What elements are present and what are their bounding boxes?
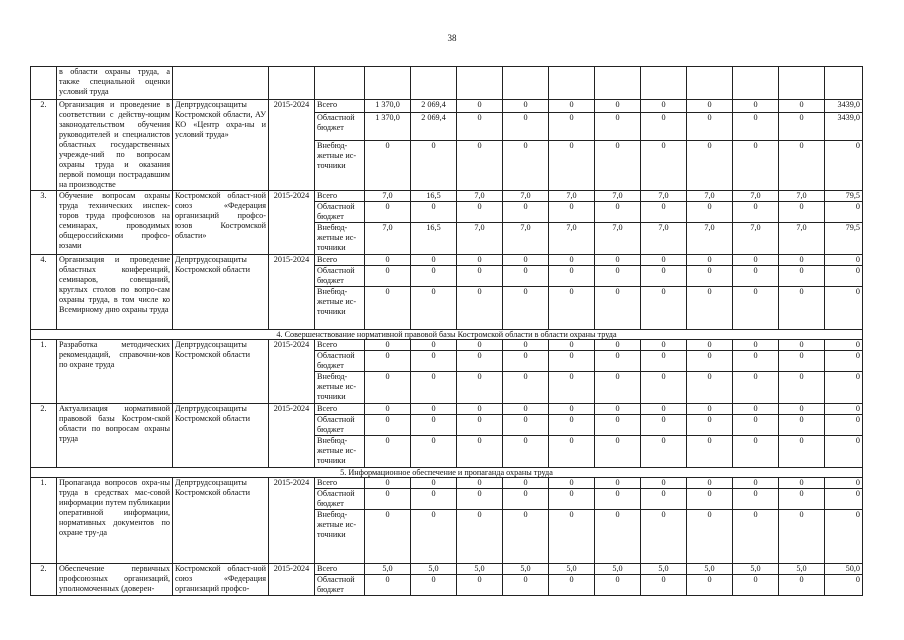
value-cell: 0: [687, 100, 733, 113]
value-cell: 3439,0: [825, 113, 863, 141]
value-cell: 0: [595, 510, 641, 564]
value-cell: 0: [779, 351, 825, 372]
value-cell: 0: [549, 510, 595, 564]
value-cell: 0: [641, 436, 687, 468]
value-cell: 0: [641, 202, 687, 223]
value-cell: 0: [457, 436, 503, 468]
value-cell: 0: [733, 202, 779, 223]
value-cell: 0: [457, 478, 503, 489]
value-cell: 0: [733, 100, 779, 113]
value-cell: 0: [411, 287, 457, 330]
row-number-cell: 2.: [31, 100, 57, 191]
value-cell: 0: [641, 510, 687, 564]
value-cell: [687, 67, 733, 100]
source-cell: Внебюд-жетные ис-точники: [315, 436, 365, 468]
period-cell: 2015-2024: [269, 340, 315, 404]
value-cell: 0: [641, 351, 687, 372]
value-cell: 0: [595, 340, 641, 351]
value-cell: 0: [549, 404, 595, 415]
program-table: [30, 66, 863, 596]
value-cell: [733, 67, 779, 100]
executor-cell: Депртрудсоцзащиты Костромской области, АУ КО «Центр охра-ны и условий труда»: [173, 100, 269, 191]
value-cell: 0: [411, 436, 457, 468]
value-cell: [457, 67, 503, 100]
value-cell: 0: [503, 510, 549, 564]
value-cell: 0: [457, 351, 503, 372]
value-cell: 7,0: [733, 191, 779, 202]
value-cell: 0: [549, 372, 595, 404]
value-cell: 0: [595, 372, 641, 404]
value-cell: 0: [687, 351, 733, 372]
value-cell: 0: [641, 141, 687, 191]
value-cell: 0: [733, 141, 779, 191]
value-cell: 0: [687, 415, 733, 436]
value-cell: 0: [779, 575, 825, 596]
value-cell: 0: [549, 478, 595, 489]
value-cell: 0: [733, 510, 779, 564]
value-cell: 0: [779, 404, 825, 415]
value-cell: 0: [779, 340, 825, 351]
value-cell: 0: [503, 255, 549, 266]
value-cell: 5,0: [595, 564, 641, 575]
value-cell: 0: [825, 404, 863, 415]
period-cell: 2015-2024: [269, 404, 315, 468]
value-cell: 0: [641, 372, 687, 404]
value-cell: 0: [457, 340, 503, 351]
value-cell: 0: [779, 510, 825, 564]
value-cell: 0: [687, 141, 733, 191]
source-cell: Внебюд-жетные ис-точники: [315, 372, 365, 404]
value-cell: 50,0: [825, 564, 863, 575]
value-cell: 0: [687, 372, 733, 404]
value-cell: 0: [687, 340, 733, 351]
value-cell: 0: [503, 372, 549, 404]
section-title: 5. Информационное обеспечение и пропаганда охраны труда: [31, 468, 863, 478]
value-cell: 0: [779, 436, 825, 468]
value-cell: 0: [503, 266, 549, 287]
value-cell: 0: [411, 489, 457, 510]
value-cell: 0: [641, 489, 687, 510]
value-cell: 0: [457, 100, 503, 113]
value-cell: 0: [457, 202, 503, 223]
value-cell: 0: [733, 340, 779, 351]
value-cell: 7,0: [687, 223, 733, 255]
value-cell: 0: [733, 478, 779, 489]
table-row: [31, 564, 863, 575]
value-cell: 0: [779, 100, 825, 113]
source-cell: Областной бюджет: [315, 489, 365, 510]
value-cell: 0: [549, 489, 595, 510]
value-cell: 0: [503, 287, 549, 330]
value-cell: 0: [457, 287, 503, 330]
period-cell: [269, 67, 315, 100]
measure-text-cell: Обучение вопросам охраны труда технических инспек-торов труда профсоюзов на семинарах, проводимых общероссийскими профсо-юзами: [57, 191, 173, 255]
value-cell: 0: [733, 404, 779, 415]
value-cell: 7,0: [503, 191, 549, 202]
row-number-cell: 1.: [31, 478, 57, 564]
section-header-row: [31, 468, 863, 478]
value-cell: 0: [779, 266, 825, 287]
value-cell: 0: [411, 478, 457, 489]
period-cell: 2015-2024: [269, 478, 315, 564]
value-cell: 0: [457, 489, 503, 510]
value-cell: 0: [595, 287, 641, 330]
value-cell: [503, 67, 549, 100]
value-cell: 0: [595, 266, 641, 287]
value-cell: 0: [595, 255, 641, 266]
value-cell: 0: [641, 266, 687, 287]
value-cell: 0: [825, 489, 863, 510]
value-cell: 0: [457, 141, 503, 191]
value-cell: 0: [641, 404, 687, 415]
value-cell: 0: [549, 415, 595, 436]
value-cell: 0: [365, 436, 411, 468]
value-cell: 7,0: [457, 191, 503, 202]
value-cell: 0: [687, 404, 733, 415]
value-cell: [779, 67, 825, 100]
executor-cell: Костромской област-ной союз «Федерация организаций профсо-юзов Костромской области»: [173, 191, 269, 255]
value-cell: 3439,0: [825, 100, 863, 113]
value-cell: 0: [411, 266, 457, 287]
value-cell: 0: [503, 575, 549, 596]
value-cell: 0: [457, 266, 503, 287]
value-cell: 7,0: [779, 223, 825, 255]
value-cell: 5,0: [503, 564, 549, 575]
value-cell: 0: [549, 575, 595, 596]
value-cell: 0: [687, 575, 733, 596]
value-cell: [365, 67, 411, 100]
value-cell: 0: [503, 202, 549, 223]
value-cell: 0: [549, 255, 595, 266]
value-cell: 2 069,4: [411, 100, 457, 113]
value-cell: 0: [549, 436, 595, 468]
source-cell: Всего: [315, 100, 365, 113]
source-cell: Внебюд-жетные ис-точники: [315, 510, 365, 564]
value-cell: 0: [365, 415, 411, 436]
value-cell: 0: [365, 255, 411, 266]
value-cell: 0: [595, 415, 641, 436]
value-cell: 0: [411, 255, 457, 266]
value-cell: 0: [641, 255, 687, 266]
value-cell: 0: [365, 478, 411, 489]
value-cell: 0: [549, 202, 595, 223]
value-cell: 0: [549, 340, 595, 351]
value-cell: 0: [641, 340, 687, 351]
value-cell: 0: [779, 372, 825, 404]
value-cell: 0: [457, 255, 503, 266]
table-row: [31, 340, 863, 351]
value-cell: 0: [411, 415, 457, 436]
measure-text-cell: Пропаганда вопросов охра-ны труда в средствах мас-совой информации путем публикации оперативной информации, нормативных документов по охране тру-да: [57, 478, 173, 564]
value-cell: 79,5: [825, 223, 863, 255]
value-cell: 5,0: [549, 564, 595, 575]
value-cell: 0: [503, 141, 549, 191]
value-cell: 7,0: [733, 223, 779, 255]
executor-cell: Костромской област-ной союз «Федерация организаций профсо-: [173, 564, 269, 596]
value-cell: [595, 67, 641, 100]
table-row: [31, 404, 863, 415]
value-cell: 0: [595, 478, 641, 489]
value-cell: 0: [365, 266, 411, 287]
value-cell: 0: [595, 404, 641, 415]
value-cell: 0: [779, 287, 825, 330]
measure-text-cell: Обеспечение первичных профсоюзных организаций, уполномоченных (доверен-: [57, 564, 173, 596]
value-cell: 0: [595, 100, 641, 113]
value-cell: [825, 67, 863, 100]
executor-cell: Депртрудсоцзащиты Костромской области: [173, 255, 269, 330]
value-cell: 7,0: [457, 223, 503, 255]
value-cell: 0: [779, 141, 825, 191]
source-cell: Всего: [315, 564, 365, 575]
table-row: [31, 191, 863, 202]
measure-text-cell: в области охраны труда, а также специальной оценки условий труда: [57, 67, 173, 100]
value-cell: 0: [411, 202, 457, 223]
value-cell: 0: [687, 113, 733, 141]
value-cell: 0: [549, 100, 595, 113]
value-cell: 0: [733, 266, 779, 287]
value-cell: 16,5: [411, 191, 457, 202]
value-cell: 0: [503, 436, 549, 468]
value-cell: 0: [825, 510, 863, 564]
value-cell: 0: [503, 489, 549, 510]
value-cell: 0: [549, 113, 595, 141]
value-cell: 7,0: [641, 223, 687, 255]
value-cell: 0: [457, 404, 503, 415]
value-cell: 0: [595, 113, 641, 141]
value-cell: 2 069,4: [411, 113, 457, 141]
value-cell: 1 370,0: [365, 100, 411, 113]
value-cell: 0: [733, 351, 779, 372]
value-cell: 0: [641, 478, 687, 489]
value-cell: 0: [457, 510, 503, 564]
value-cell: 5,0: [733, 564, 779, 575]
value-cell: 0: [595, 489, 641, 510]
value-cell: 0: [503, 351, 549, 372]
value-cell: 0: [779, 489, 825, 510]
value-cell: 7,0: [779, 191, 825, 202]
value-cell: 0: [365, 404, 411, 415]
value-cell: [411, 67, 457, 100]
row-number-cell: 3.: [31, 191, 57, 255]
value-cell: 0: [825, 351, 863, 372]
table-row: [31, 478, 863, 489]
value-cell: 0: [503, 113, 549, 141]
value-cell: 0: [687, 255, 733, 266]
value-cell: 0: [503, 100, 549, 113]
source-cell: Областной бюджет: [315, 202, 365, 223]
value-cell: 0: [365, 141, 411, 191]
value-cell: 0: [825, 478, 863, 489]
value-cell: 0: [411, 372, 457, 404]
value-cell: 0: [411, 141, 457, 191]
table-row: [31, 100, 863, 113]
source-cell: [315, 67, 365, 100]
value-cell: 7,0: [365, 223, 411, 255]
value-cell: 0: [365, 510, 411, 564]
value-cell: 0: [457, 372, 503, 404]
row-number-cell: 4.: [31, 255, 57, 330]
value-cell: 0: [687, 287, 733, 330]
value-cell: 0: [549, 141, 595, 191]
value-cell: 0: [595, 202, 641, 223]
value-cell: 0: [779, 202, 825, 223]
value-cell: 0: [641, 100, 687, 113]
section-title: 4. Совершенствование нормативной правовой базы Костромской области в области охраны труда: [31, 330, 863, 340]
value-cell: 0: [365, 575, 411, 596]
value-cell: 5,0: [641, 564, 687, 575]
value-cell: 7,0: [365, 191, 411, 202]
source-cell: Областной бюджет: [315, 351, 365, 372]
value-cell: 0: [825, 202, 863, 223]
value-cell: 0: [825, 372, 863, 404]
value-cell: 0: [595, 351, 641, 372]
section-header-row: [31, 330, 863, 340]
value-cell: 0: [779, 113, 825, 141]
value-cell: 0: [503, 478, 549, 489]
value-cell: 0: [825, 287, 863, 330]
value-cell: 0: [411, 340, 457, 351]
source-cell: Внебюд-жетные ис-точники: [315, 141, 365, 191]
source-cell: Всего: [315, 191, 365, 202]
value-cell: 0: [779, 255, 825, 266]
value-cell: 0: [411, 510, 457, 564]
value-cell: 5,0: [457, 564, 503, 575]
value-cell: [641, 67, 687, 100]
value-cell: 0: [733, 255, 779, 266]
value-cell: 0: [641, 287, 687, 330]
value-cell: 0: [641, 415, 687, 436]
value-cell: 0: [825, 340, 863, 351]
source-cell: Областной бюджет: [315, 113, 365, 141]
value-cell: 0: [687, 202, 733, 223]
value-cell: 0: [733, 372, 779, 404]
value-cell: 0: [411, 404, 457, 415]
value-cell: 7,0: [549, 191, 595, 202]
value-cell: 0: [779, 478, 825, 489]
value-cell: 0: [503, 404, 549, 415]
value-cell: 7,0: [595, 191, 641, 202]
table-row: [31, 67, 863, 100]
value-cell: 0: [365, 372, 411, 404]
executor-cell: [173, 67, 269, 100]
value-cell: 0: [595, 141, 641, 191]
period-cell: 2015-2024: [269, 191, 315, 255]
value-cell: 7,0: [503, 223, 549, 255]
value-cell: 0: [733, 415, 779, 436]
value-cell: 0: [549, 351, 595, 372]
value-cell: 0: [733, 113, 779, 141]
source-cell: Внебюд-жетные ис-точники: [315, 287, 365, 330]
value-cell: 0: [365, 340, 411, 351]
value-cell: 0: [365, 202, 411, 223]
value-cell: 79,5: [825, 191, 863, 202]
value-cell: [549, 67, 595, 100]
value-cell: 0: [733, 287, 779, 330]
value-cell: 0: [365, 489, 411, 510]
value-cell: 0: [595, 575, 641, 596]
value-cell: 0: [733, 575, 779, 596]
executor-cell: Депртрудсоцзащиты Костромской области: [173, 404, 269, 468]
table-row: [31, 255, 863, 266]
value-cell: 7,0: [595, 223, 641, 255]
value-cell: 0: [641, 113, 687, 141]
value-cell: 0: [825, 575, 863, 596]
source-cell: Областной бюджет: [315, 266, 365, 287]
measure-text-cell: Актуализация нормативной правовой базы Костром-ской области по вопросам охраны труда: [57, 404, 173, 468]
value-cell: 0: [733, 489, 779, 510]
value-cell: 7,0: [549, 223, 595, 255]
value-cell: 0: [825, 436, 863, 468]
measure-text-cell: Организация и проведение в соответствии с действу-ющим законодательством обучения руководителей и специалистов областных государственных учрежде-ний по вопросам охраны труда и оказания первой помощи пострадавшим на производстве: [57, 100, 173, 191]
value-cell: 0: [365, 351, 411, 372]
value-cell: 0: [825, 255, 863, 266]
value-cell: 1 370,0: [365, 113, 411, 141]
value-cell: 0: [503, 340, 549, 351]
row-number-cell: [31, 67, 57, 100]
source-cell: Всего: [315, 340, 365, 351]
value-cell: 7,0: [687, 191, 733, 202]
executor-cell: Депртрудсоцзащиты Костромской области: [173, 478, 269, 564]
value-cell: 0: [411, 351, 457, 372]
value-cell: 0: [365, 287, 411, 330]
value-cell: 16,5: [411, 223, 457, 255]
value-cell: 0: [687, 436, 733, 468]
source-cell: Всего: [315, 255, 365, 266]
period-cell: 2015-2024: [269, 255, 315, 330]
value-cell: 0: [457, 415, 503, 436]
value-cell: 0: [825, 266, 863, 287]
value-cell: 0: [687, 510, 733, 564]
value-cell: 0: [733, 436, 779, 468]
value-cell: 0: [687, 489, 733, 510]
value-cell: 0: [411, 575, 457, 596]
source-cell: Внебюд-жетные ис-точники: [315, 223, 365, 255]
source-cell: Областной бюджет: [315, 575, 365, 596]
source-cell: Всего: [315, 478, 365, 489]
value-cell: 5,0: [687, 564, 733, 575]
value-cell: 5,0: [779, 564, 825, 575]
period-cell: 2015-2024: [269, 100, 315, 191]
value-cell: 0: [457, 575, 503, 596]
value-cell: 0: [595, 436, 641, 468]
row-number-cell: 2.: [31, 564, 57, 596]
value-cell: 5,0: [365, 564, 411, 575]
measure-text-cell: Разработка методических рекомендаций, справочни-ков по охране труда: [57, 340, 173, 404]
value-cell: 0: [549, 266, 595, 287]
source-cell: Областной бюджет: [315, 415, 365, 436]
value-cell: 0: [825, 415, 863, 436]
page-number: 38: [447, 33, 457, 43]
value-cell: 0: [779, 415, 825, 436]
period-cell: 2015-2024: [269, 564, 315, 596]
value-cell: 0: [687, 478, 733, 489]
row-number-cell: 2.: [31, 404, 57, 468]
source-cell: Всего: [315, 404, 365, 415]
value-cell: 0: [825, 141, 863, 191]
value-cell: 0: [457, 113, 503, 141]
executor-cell: Депртрудсоцзащиты Костромской области: [173, 340, 269, 404]
measure-text-cell: Организация и проведение областных конференций, семинаров, совещаний, круглых столов по вопро-сам охраны труда, в том числе ко Всемирному дню охраны труда: [57, 255, 173, 330]
row-number-cell: 1.: [31, 340, 57, 404]
value-cell: 5,0: [411, 564, 457, 575]
value-cell: 0: [549, 287, 595, 330]
value-cell: 7,0: [641, 191, 687, 202]
value-cell: 0: [687, 266, 733, 287]
value-cell: 0: [641, 575, 687, 596]
value-cell: 0: [503, 415, 549, 436]
